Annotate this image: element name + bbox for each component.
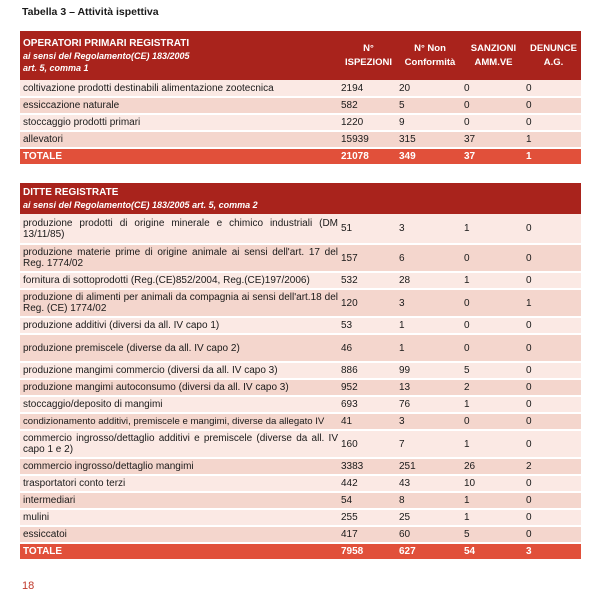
sanzioni-cell: 10 xyxy=(461,475,523,492)
denunce-cell: 0 xyxy=(523,272,581,289)
non-conformita-cell: 13 xyxy=(396,379,461,396)
non-conformita-cell: 251 xyxy=(396,458,461,475)
row-label: stoccaggio/deposito di mangimi xyxy=(20,396,338,413)
table-header xyxy=(20,183,581,214)
column-header-non-conformita: N° Non Conformità xyxy=(396,31,461,80)
row-label: essiccazione naturale xyxy=(20,97,338,114)
table-row xyxy=(20,492,581,509)
denunce-cell: 1 xyxy=(523,131,581,148)
table-row xyxy=(20,475,581,492)
row-label: trasportatori conto terzi xyxy=(20,475,338,492)
denunce-cell: 0 xyxy=(523,214,581,244)
row-label: mulini xyxy=(20,509,338,526)
section-subtitle: ai sensi del Regolamento(CE) 183/2005 art. 5, comma 2 xyxy=(23,200,258,210)
table-row xyxy=(20,458,581,475)
denunce-cell: 0 xyxy=(523,526,581,543)
ispezioni-cell: 54 xyxy=(338,492,396,509)
column-header-ispezioni: N° ISPEZIONI xyxy=(338,31,396,80)
denunce-cell: 0 xyxy=(523,396,581,413)
non-conformita-cell: 25 xyxy=(396,509,461,526)
sanzioni-cell: 1 xyxy=(461,430,523,458)
denunce-cell: 0 xyxy=(523,492,581,509)
denunce-cell: 0 xyxy=(523,97,581,114)
non-conformita-cell: 3 xyxy=(396,413,461,430)
operatori-primari-table xyxy=(20,31,581,164)
row-label: intermediari xyxy=(20,492,338,509)
ispezioni-cell: 255 xyxy=(338,509,396,526)
total-sanzioni: 54 xyxy=(461,543,523,559)
denunce-cell: 0 xyxy=(523,509,581,526)
sanzioni-cell: 1 xyxy=(461,492,523,509)
row-label: essiccatoi xyxy=(20,526,338,543)
total-label: TOTALE xyxy=(20,543,338,559)
sanzioni-cell: 0 xyxy=(461,97,523,114)
table-row xyxy=(20,289,581,317)
total-non-conformita: 349 xyxy=(396,148,461,164)
total-denunce: 3 xyxy=(523,543,581,559)
ispezioni-cell: 886 xyxy=(338,362,396,379)
table-row xyxy=(20,334,581,362)
non-conformita-cell: 43 xyxy=(396,475,461,492)
ispezioni-cell: 3383 xyxy=(338,458,396,475)
table-row xyxy=(20,362,581,379)
sanzioni-cell: 0 xyxy=(461,114,523,131)
sanzioni-cell: 0 xyxy=(461,413,523,430)
ispezioni-cell: 41 xyxy=(338,413,396,430)
ispezioni-cell: 693 xyxy=(338,396,396,413)
ispezioni-cell: 157 xyxy=(338,244,396,272)
non-conformita-cell: 3 xyxy=(396,289,461,317)
total-ispezioni: 21078 xyxy=(338,148,396,164)
non-conformita-cell: 20 xyxy=(396,80,461,97)
denunce-cell: 1 xyxy=(523,289,581,317)
sanzioni-cell: 26 xyxy=(461,458,523,475)
section-subtitle: art. 5, comma 1 xyxy=(23,63,89,73)
row-label: produzione premiscele (diverse da all. IV capo 2) xyxy=(20,334,338,362)
non-conformita-cell: 8 xyxy=(396,492,461,509)
row-label: produzione additivi (diversi da all. IV capo 1) xyxy=(20,317,338,334)
non-conformita-cell: 76 xyxy=(396,396,461,413)
table-row xyxy=(20,244,581,272)
ispezioni-cell: 417 xyxy=(338,526,396,543)
table-caption: Tabella 3 – Attività ispettiva xyxy=(22,6,159,18)
ispezioni-cell: 442 xyxy=(338,475,396,492)
denunce-cell: 0 xyxy=(523,379,581,396)
ispezioni-cell: 532 xyxy=(338,272,396,289)
non-conformita-cell: 315 xyxy=(396,131,461,148)
non-conformita-cell: 28 xyxy=(396,272,461,289)
table-row xyxy=(20,413,581,430)
section-header xyxy=(20,183,581,214)
table-row xyxy=(20,272,581,289)
row-label: stoccaggio prodotti primari xyxy=(20,114,338,131)
sanzioni-cell: 0 xyxy=(461,334,523,362)
denunce-cell: 0 xyxy=(523,114,581,131)
ispezioni-cell: 2194 xyxy=(338,80,396,97)
non-conformita-cell: 99 xyxy=(396,362,461,379)
denunce-cell: 0 xyxy=(523,244,581,272)
denunce-cell: 0 xyxy=(523,430,581,458)
ispezioni-cell: 582 xyxy=(338,97,396,114)
row-label: coltivazione prodotti destinabili alimentazione zootecnica xyxy=(20,80,338,97)
row-label: produzione di alimenti per animali da compagnia ai sensi dell'art.18 del Reg. (CE) 1774/02 xyxy=(20,289,338,317)
non-conformita-cell: 5 xyxy=(396,97,461,114)
sanzioni-cell: 1 xyxy=(461,272,523,289)
ispezioni-cell: 15939 xyxy=(338,131,396,148)
table-row xyxy=(20,114,581,131)
table-row xyxy=(20,396,581,413)
sanzioni-cell: 0 xyxy=(461,244,523,272)
sanzioni-cell: 5 xyxy=(461,362,523,379)
ispezioni-cell: 160 xyxy=(338,430,396,458)
total-sanzioni: 37 xyxy=(461,148,523,164)
ispezioni-cell: 51 xyxy=(338,214,396,244)
ditte-registrate-table xyxy=(20,183,581,559)
page-number: 18 xyxy=(22,580,35,592)
total-denunce: 1 xyxy=(523,148,581,164)
total-non-conformita: 627 xyxy=(396,543,461,559)
sanzioni-cell: 1 xyxy=(461,214,523,244)
non-conformita-cell: 6 xyxy=(396,244,461,272)
row-label: fornitura di sottoprodotti (Reg.(CE)852/2004, Reg.(CE)197/2006) xyxy=(20,272,338,289)
table-row xyxy=(20,214,581,244)
total-row xyxy=(20,543,581,559)
denunce-cell: 0 xyxy=(523,413,581,430)
section-subtitle: ai sensi del Regolamento(CE) 183/2005 xyxy=(23,51,190,61)
table-row xyxy=(20,526,581,543)
denunce-cell: 2 xyxy=(523,458,581,475)
column-header-denunce: DENUNCE A.G. xyxy=(523,31,581,80)
denunce-cell: 0 xyxy=(523,80,581,97)
column-header-sanzioni: SANZIONI AMM.VE xyxy=(461,31,523,80)
table-row xyxy=(20,317,581,334)
sanzioni-cell: 0 xyxy=(461,289,523,317)
sanzioni-cell: 0 xyxy=(461,317,523,334)
table-row xyxy=(20,379,581,396)
denunce-cell: 0 xyxy=(523,317,581,334)
row-label: condizionamento additivi, premiscele e mangimi, diverse da allegato IV xyxy=(20,413,338,430)
row-label: produzione prodotti di origine minerale e chimico industriali (DM 13/11/85) xyxy=(20,214,338,244)
table-row xyxy=(20,509,581,526)
row-label: produzione materie prime di origine animale ai sensi dell'art. 17 del Reg. 1774/02 xyxy=(20,244,338,272)
sanzioni-cell: 2 xyxy=(461,379,523,396)
non-conformita-cell: 1 xyxy=(396,334,461,362)
section-title: OPERATORI PRIMARI REGISTRATI xyxy=(23,38,190,49)
table-row xyxy=(20,131,581,148)
section-title: DITTE REGISTRATE xyxy=(23,187,119,198)
sanzioni-cell: 0 xyxy=(461,80,523,97)
sanzioni-cell: 5 xyxy=(461,526,523,543)
ispezioni-cell: 120 xyxy=(338,289,396,317)
ispezioni-cell: 1220 xyxy=(338,114,396,131)
non-conformita-cell: 60 xyxy=(396,526,461,543)
table-row xyxy=(20,80,581,97)
table-row xyxy=(20,97,581,114)
denunce-cell: 0 xyxy=(523,334,581,362)
row-label: commercio ingrosso/dettaglio additivi e premiscele (diverse da all. IV capo 1 e 2) xyxy=(20,430,338,458)
total-ispezioni: 7958 xyxy=(338,543,396,559)
row-label: produzione mangimi autoconsumo (diversi da all. IV capo 3) xyxy=(20,379,338,396)
table-row xyxy=(20,430,581,458)
sanzioni-cell: 1 xyxy=(461,509,523,526)
row-label: commercio ingrosso/dettaglio mangimi xyxy=(20,458,338,475)
non-conformita-cell: 3 xyxy=(396,214,461,244)
row-label: produzione mangimi commercio (diversi da all. IV capo 3) xyxy=(20,362,338,379)
table-header xyxy=(20,31,581,80)
non-conformita-cell: 7 xyxy=(396,430,461,458)
sanzioni-cell: 1 xyxy=(461,396,523,413)
non-conformita-cell: 1 xyxy=(396,317,461,334)
ispezioni-cell: 53 xyxy=(338,317,396,334)
section-header xyxy=(20,31,338,80)
sanzioni-cell: 37 xyxy=(461,131,523,148)
denunce-cell: 0 xyxy=(523,475,581,492)
total-row xyxy=(20,148,581,164)
ispezioni-cell: 46 xyxy=(338,334,396,362)
denunce-cell: 0 xyxy=(523,362,581,379)
ispezioni-cell: 952 xyxy=(338,379,396,396)
non-conformita-cell: 9 xyxy=(396,114,461,131)
row-label: allevatori xyxy=(20,131,338,148)
total-label: TOTALE xyxy=(20,148,338,164)
